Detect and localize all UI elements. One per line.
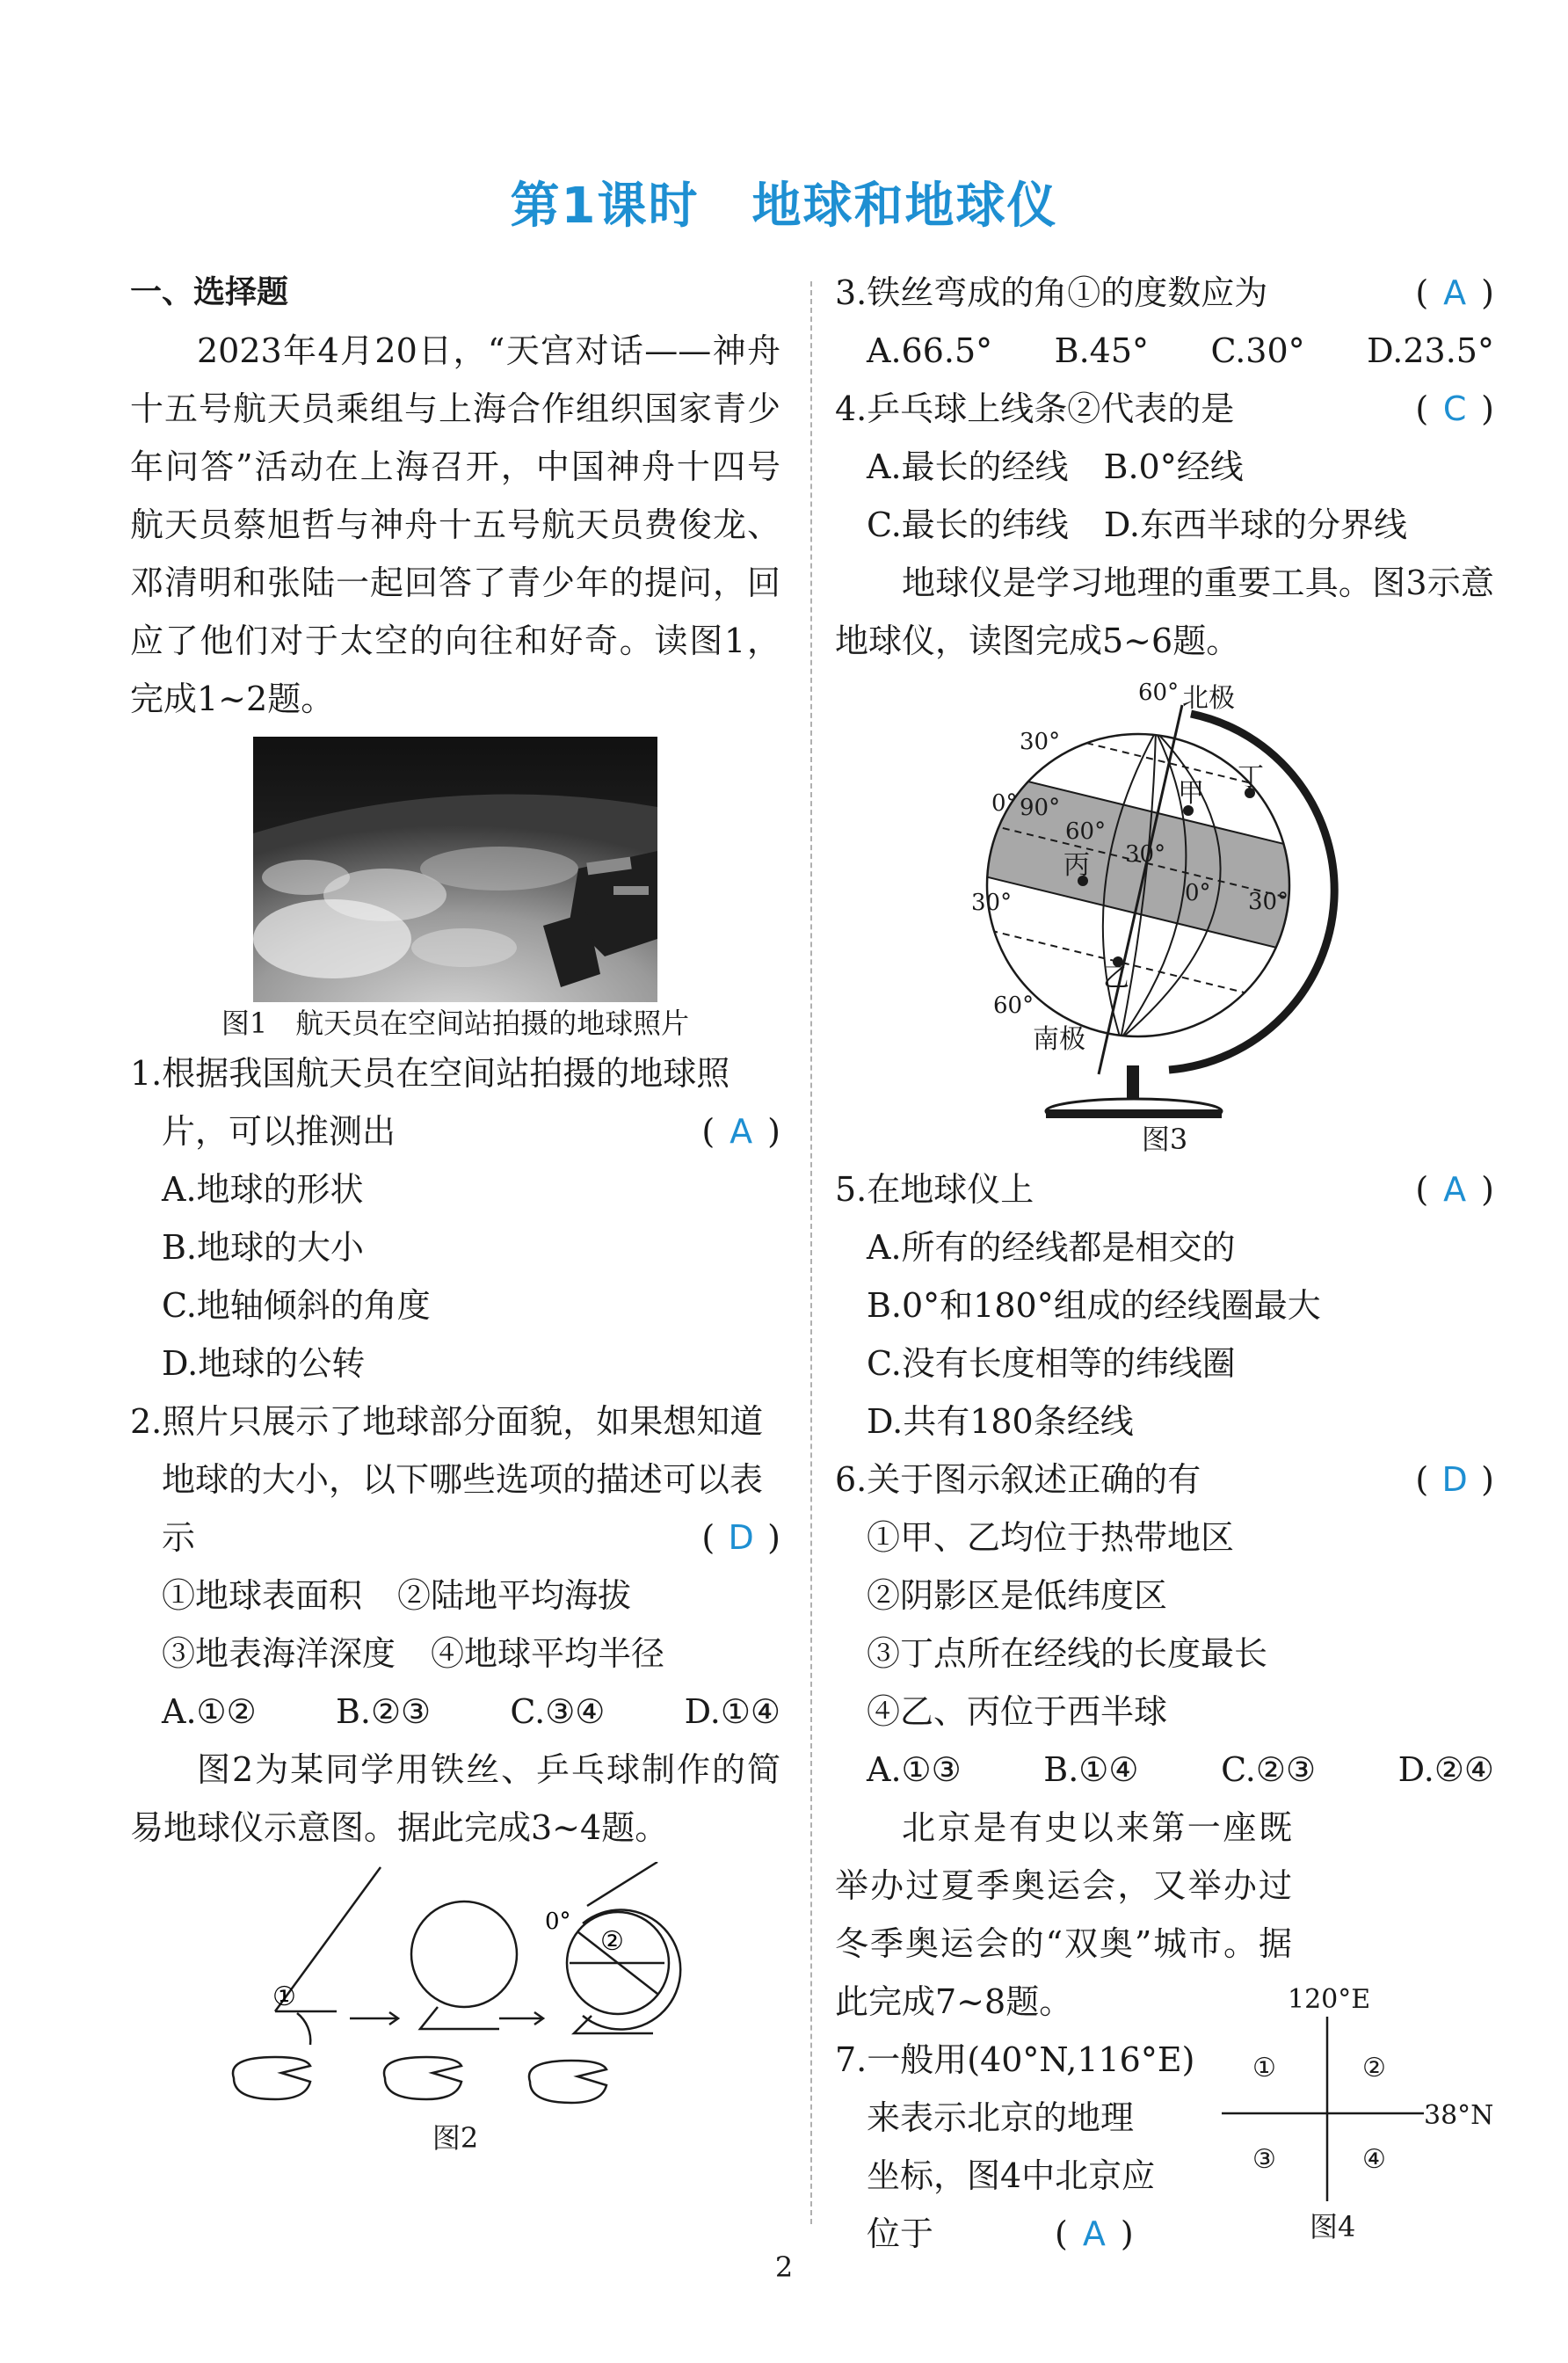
fig3-point-jia: 甲 [1178, 778, 1204, 809]
fig4-quadrant-4: ④ [1362, 2144, 1386, 2175]
fig3-lat-60s: 60° [993, 992, 1034, 1019]
answer-4: C [1442, 389, 1467, 428]
q5-option-b: B.0°和180°组成的经线圈最大 [867, 1286, 1321, 1325]
fig3-lon-0: 0° [1185, 880, 1211, 906]
q6-item-2: ②阴影区是低纬度区 [867, 1576, 1168, 1615]
right-column [835, 264, 1494, 2263]
fig3-lat-30n: 30° [1020, 729, 1061, 755]
answer-6: D [1441, 1460, 1468, 1499]
column-divider [810, 281, 812, 2224]
answer-5: A [1443, 1170, 1467, 1209]
answer-1: A [730, 1112, 753, 1151]
question-1: 1.根据我国航天员在空间站拍摄的地球照片，可以推测出 ( A ) [130, 1044, 780, 1160]
fig3-lat-0: 0° [991, 790, 1018, 817]
q6-item-3: ③丁点所在经线的长度最长 [867, 1634, 1268, 1673]
fig2-label-zero: 0° [545, 1909, 571, 1935]
answer-3: A [1443, 273, 1467, 312]
left-column [130, 264, 780, 2159]
fig3-lat-30s: 30° [971, 890, 1013, 916]
question-5: 5.在地球仪上 ( A ) [835, 1160, 1494, 1218]
q1-option-a: A.地球的形状 [162, 1170, 364, 1209]
fig3-point-yi: 乙 [1103, 963, 1129, 993]
intro-paragraph-3: 地球仪是学习地理的重要工具。图3示意地球仪，读图完成5~6题。 [835, 563, 1494, 660]
q2-items-row1: ①地球表面积 ②陆地平均海拔 [162, 1576, 632, 1615]
question-3: 3.铁丝弯成的角①的度数应为 ( A ) [835, 264, 1494, 322]
page-title: 第1课时 地球和地球仪 [510, 178, 1058, 235]
q6-options: A.①③ B.①④ C.②③ D.②④ [867, 1750, 1494, 1789]
figure1-caption: 图1 航天员在空间站拍摄的地球照片 [221, 1007, 690, 1040]
q6-item-1: ①甲、乙均位于热带地区 [867, 1518, 1235, 1557]
q3-options: A.66.5° B.45° C.30° D.23.5° [867, 331, 1494, 370]
q5-option-a: A.所有的经线都是相交的 [867, 1228, 1236, 1267]
fig3-lon-60: 60° [1065, 818, 1107, 845]
figure4-caption: 图4 [1310, 2210, 1356, 2243]
intro-paragraph-4: 北京是有史以来第一座既举办过夏季奥运会，又举办过冬季奥运会的“双奥”城市。据此完成7~8题。 [835, 1808, 1292, 2021]
fig3-lon-30e: 30° [1248, 889, 1289, 915]
question-4: 4.乒乓球上线条②代表的是 ( C ) [835, 380, 1494, 438]
question-7: 7.一般用(40°N,116°E) [835, 2040, 1195, 2079]
fig4-quadrant-2: ② [1362, 2053, 1386, 2083]
q6-item-4: ④乙、丙位于西半球 [867, 1692, 1168, 1731]
fig2-label-angle: ① [272, 1981, 296, 2012]
answer-7: A [1082, 2214, 1106, 2253]
question-2: 2.照片只展示了地球部分面貌，如果想知道地球的大小，以下哪些选项的描述可以表示 ( D ) [130, 1392, 780, 1567]
figure-2 [130, 1862, 780, 2117]
fig3-lon-90: 90° [1020, 795, 1061, 821]
q2-items-row2: ③地表海洋深度 ④地球平均半径 [162, 1634, 665, 1673]
question-7-block: 7.一般用(40°N,116°E) 来表示北京的地理 坐标，图4中北京应 位于 ( A ) 120°E 38°N ① ② ③ ④ 图4 [835, 2031, 1494, 2263]
figure3-caption: 图3 [1141, 1123, 1188, 1156]
section-heading: 一、选择题 [130, 274, 289, 310]
fig3-lon-30: 30° [1125, 841, 1166, 868]
figure-4 [1213, 1973, 1494, 2263]
fig4-quadrant-3: ③ [1252, 2144, 1276, 2175]
q5-option-c: C.没有长度相等的纬线圈 [867, 1344, 1236, 1383]
question-6: 6.关于图示叙述正确的有 ( D ) [835, 1451, 1494, 1509]
fig4-lon-label: 120°E [1288, 1984, 1371, 2015]
q1-option-b: B.地球的大小 [162, 1228, 365, 1267]
q4-options-row2: C.最长的纬线 D.东西半球的分界线 [867, 505, 1408, 544]
fig3-south-pole: 南极 [1033, 1024, 1085, 1055]
answer-2: D [728, 1518, 754, 1557]
intro-paragraph-2: 图2为某同学用铁丝、乒乓球制作的简易地球仪示意图。据此完成3~4题。 [130, 1750, 780, 1847]
fig4-lat-label: 38°N [1424, 2100, 1494, 2131]
page-number: 2 [774, 2250, 794, 2284]
fig3-north-pole: 北极 [1182, 683, 1235, 714]
fig3-point-bing: 丙 [1063, 850, 1090, 881]
q2-options: A.①② B.②③ C.③④ D.①④ [162, 1692, 780, 1731]
fig3-lat-60n: 60° [1138, 680, 1180, 706]
figure2-caption: 图2 [432, 2121, 479, 2155]
intro-paragraph-1: 2023年4月20日，“天宫对话——神舟十五号航天员乘组与上海合作组织国家青少年问答”活动在上海召开，中国神舟十四号航天员蔡旭哲与神舟十五号航天员费俊龙、邓清明和张陆一起回答了青少年的提问，回应了他们对于太空的向往和好奇。读图1，完成1~2题。 [130, 331, 780, 718]
q1-option-c: C.地轴倾斜的角度 [162, 1286, 431, 1325]
q1-option-d: D.地球的公转 [162, 1344, 366, 1383]
figure-3-globe [835, 679, 1494, 1118]
q4-options-row1: A.最长的经线 B.0°经线 [867, 447, 1244, 486]
earth-photo [253, 737, 657, 1002]
q5-option-d: D.共有180条经线 [867, 1402, 1134, 1441]
fig3-point-ding: 丁 [1238, 762, 1264, 793]
fig4-quadrant-1: ① [1252, 2053, 1276, 2083]
fig2-label-line: ② [600, 1926, 624, 1957]
